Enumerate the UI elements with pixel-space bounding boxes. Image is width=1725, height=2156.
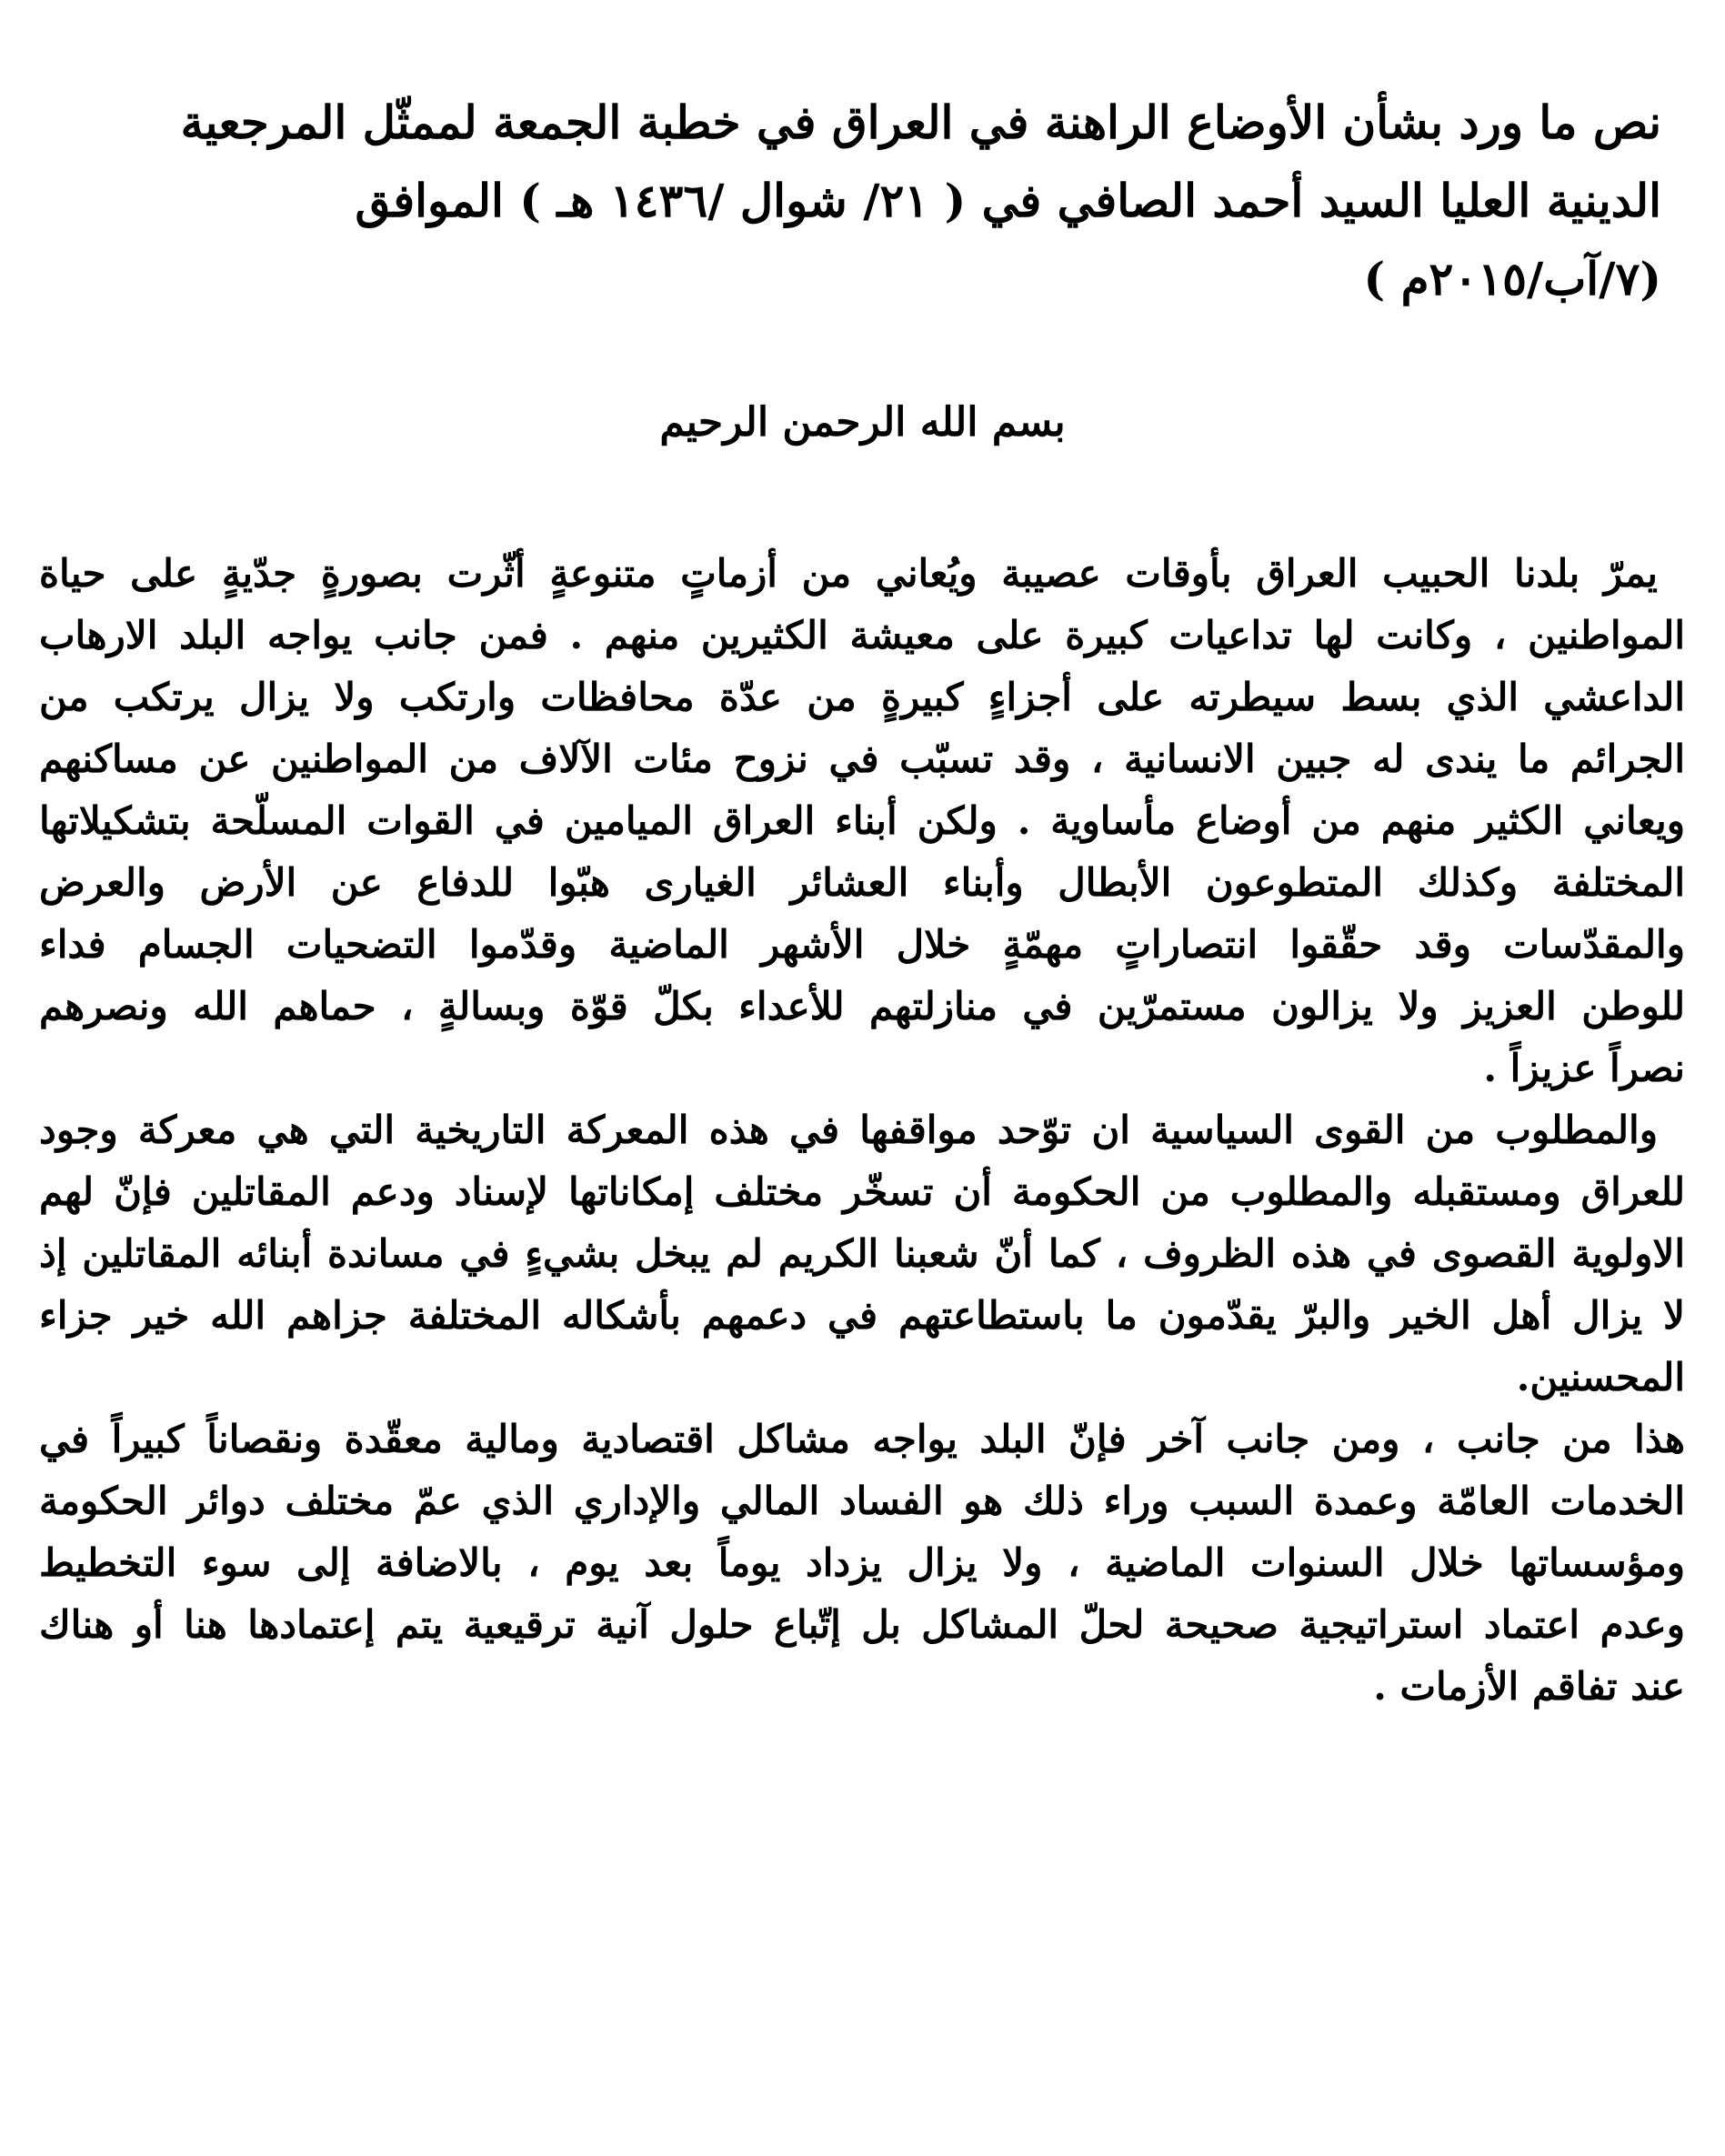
title-line: الدينية العليا السيد أحمد الصافي في ( ٢١/ شوال /١٤٣٦ هـ ) الموافق xyxy=(355,174,1661,227)
document-body xyxy=(39,543,1685,1718)
text-line: يمرّ بلدنا الحبيب العراق بأوقات عصيبة ويُعاني من أزماتٍ متنوعةٍ أثّرت بصورةٍ جدّيةٍ على حياة xyxy=(39,551,1658,596)
text-line: الداعشي الذي بسط سيطرته على أجزاءٍ كبيرةٍ من عدّة محافظات وارتكب ولا يزال يرتكب من xyxy=(39,675,1685,719)
document-title xyxy=(79,84,1661,318)
text-line: للوطن العزيز ولا يزالون مستمرّين في منازلتهم للأعداء بكلّ قوّة وبسالةٍ ، حماهم الله ونصرهم xyxy=(39,984,1685,1028)
paragraph-2 xyxy=(39,1099,1685,1409)
text-line: المختلفة وكذلك المتطوعون الأبطال وأبناء العشائر الغيارى هبّوا للدفاع عن الأرض والعرض xyxy=(39,860,1685,905)
text-line: والمقدّسات وقد حقّقوا انتصاراتٍ مهمّةٍ خلال الأشهر الماضية وقدّموا التضحيات الجسام فداء xyxy=(39,922,1685,967)
title-line: نص ما ورد بشأن الأوضاع الراهنة في العراق في خطبة الجمعة لممثّل المرجعية xyxy=(180,95,1661,149)
paragraph-1 xyxy=(39,543,1685,1099)
title-line: (٧/آب/٢٠١٥م ) xyxy=(1363,252,1661,306)
text-line: المحسنين. xyxy=(1516,1355,1685,1399)
text-line: للعراق ومستقبله والمطلوب من الحكومة أن تسخّر مختلف إمكاناتها لإسناد ودعم المقاتلين فإنّ لهم xyxy=(39,1169,1685,1214)
text-line: والمطلوب من القوى السياسية ان توّحد مواقفها في هذه المعركة التاريخية التي هي معركة وجود xyxy=(39,1108,1658,1152)
text-line: هذا من جانب ، ومن جانب آخر فإنّ البلد يواجه مشاكل اقتصادية ومالية معقّدة ونقصاناً كبيراً في xyxy=(39,1417,1685,1461)
text-line: الجرائم ما يندى له جبين الانسانية ، وقد تسبّب في نزوح مئات الآلاف من المواطنين عن مساكنهم xyxy=(39,737,1685,781)
text-line: وعدم اعتماد استراتيجية صحيحة لحلّ المشاكل بل إتّباع حلول آنية ترقيعية يتم إعتمادها هنا أو هناك xyxy=(39,1602,1685,1647)
text-line: لا يزال أهل الخير والبرّ يقدّمون ما باستطاعتهم في دعمهم بأشكاله المختلفة جزاهم الله خير جزاء xyxy=(39,1293,1685,1338)
text-line: نصراً عزيزاً . xyxy=(1483,1046,1685,1090)
text-line: الخدمات العامّة وعمدة السبب وراء ذلك هو الفساد المالي والإداري الذي عمّ مختلف دوائر الحكومة xyxy=(39,1479,1685,1523)
text-line: الاولوية القصوى في هذه الظروف ، كما أنّ شعبنا الكريم لم يبخل بشيءٍ في مساندة أبنائه المقاتلين إذ xyxy=(39,1231,1685,1276)
paragraph-3 xyxy=(39,1409,1685,1718)
basmala-heading: بسم الله الرحمن الرحيم xyxy=(659,399,1066,446)
text-line: ويعاني الكثير منهم من أوضاع مأساوية . ولكن أبناء العراق الميامين في القوات المسلّحة بتشكيلاتها xyxy=(39,798,1685,843)
text-line: ومؤسساتها خلال السنوات الماضية ، ولا يزال يزداد يوماً بعد يوم ، بالاضافة إلى سوء التخطيط xyxy=(39,1540,1685,1585)
text-line: عند تفاقم الأزمات . xyxy=(1373,1664,1685,1709)
text-line: المواطنين ، وكانت لها تداعيات كبيرة على معيشة الكثيرين منهم . فمن جانب يواجه البلد الارهاب xyxy=(39,613,1685,657)
